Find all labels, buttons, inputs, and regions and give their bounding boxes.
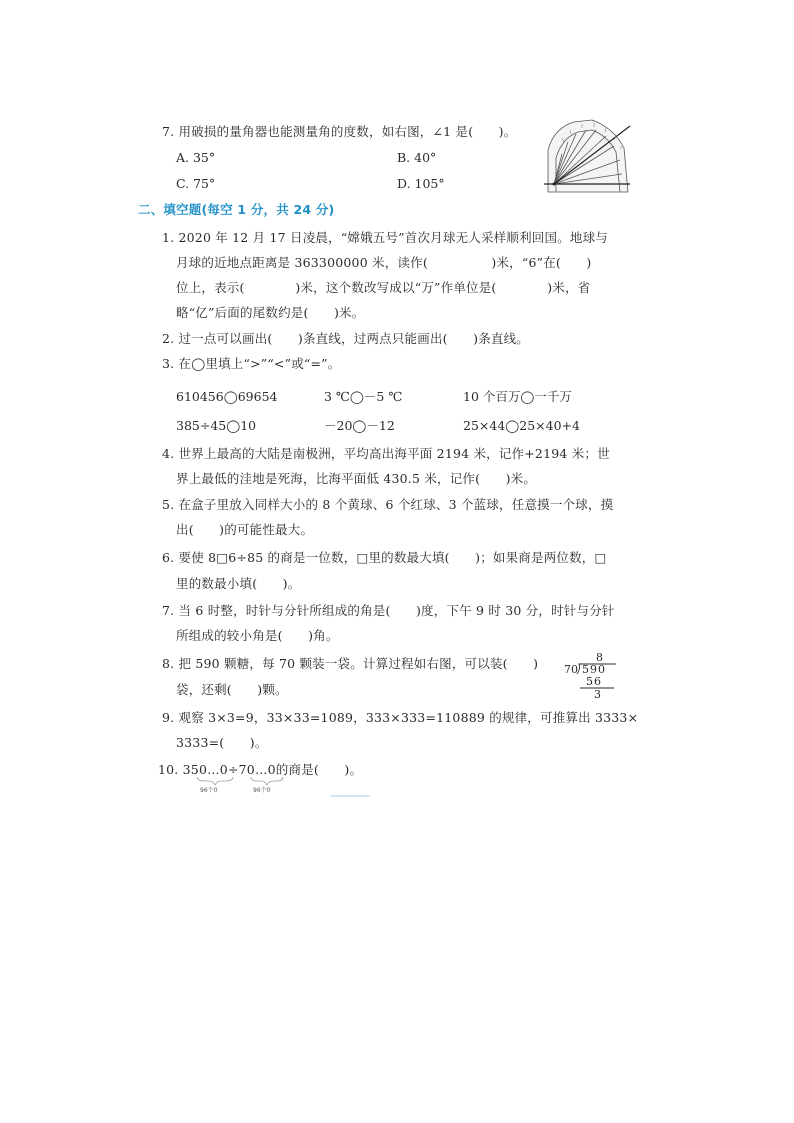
- q3-r2-c2: －20◯－12: [324, 418, 395, 433]
- protractor-figure: [542, 114, 632, 194]
- q3-r1-c1: 610456◯69654: [176, 389, 278, 404]
- q10-line: 10. 350…0÷70…0的商是( )。: [158, 762, 363, 777]
- q1-line2: 月球的近地点距离是 363300000 米，读作( )米，“6”在( ): [176, 255, 592, 270]
- option-d: D. 105°: [397, 176, 445, 191]
- q10-note-1: 96个0: [200, 787, 218, 794]
- division-divisor: 70: [564, 663, 578, 676]
- division-remainder: 3: [594, 688, 601, 700]
- option-a: A. 35°: [176, 150, 216, 165]
- option-b: B. 40°: [397, 150, 437, 165]
- division-quotient: 8: [596, 651, 603, 664]
- scan-artifact: [330, 795, 370, 797]
- option-c: C. 75°: [176, 176, 216, 191]
- q4-line1: 4. 世界上最高的大陆是南极洲，平均高出海平面 2194 米，记作+2194 米；世: [162, 446, 610, 461]
- q6-line1: 6. 要使 8□6÷85 的商是一位数，□里的数最大填( )；如果商是两位数，□: [162, 550, 607, 565]
- q1-line4: 略“亿”后面的尾数约是( )米。: [176, 305, 365, 320]
- q7-fill-line2: 所组成的较小角是( )角。: [176, 628, 339, 643]
- q8-line2: 袋，还剩( )颗。: [176, 682, 288, 697]
- division-dividend: 590: [582, 663, 606, 676]
- long-division-figure: [560, 650, 620, 700]
- q1-line3: 位上，表示( )米，这个数改写成以“万”作单位是( )米，省: [176, 280, 591, 295]
- q5-line1: 5. 在盒子里放入同样大小的 8 个黄球、6 个红球、3 个蓝球，任意摸一个球，摸: [162, 497, 614, 512]
- q7-fill-line1: 7. 当 6 时整，时针与分针所组成的角是( )度，下午 9 时 30 分，时针与分针: [162, 603, 615, 618]
- q1-line1: 1. 2020 年 12 月 17 日凌晨，“嫦娥五号”首次月球无人采样顺利回国。地球与: [162, 230, 608, 245]
- q8-line1: 8. 把 590 颗糖，每 70 颗装一袋。计算过程如右图，可以装( ): [162, 656, 539, 671]
- q2-line: 2. 过一点可以画出( )条直线，过两点只能画出( )条直线。: [162, 331, 530, 346]
- division-product: 56: [586, 675, 602, 688]
- q4-line2: 界上最低的洼地是死海，比海平面低 430.5 米，记作( )米。: [176, 471, 537, 486]
- q6-line2: 里的数最小填( )。: [176, 576, 301, 591]
- q9-line1: 9. 观察 3×3=9，33×33=1089，333×333=110889 的规律，可推算出 3333×: [162, 710, 639, 725]
- q3-r1-c2: 3 ℃◯－5 ℃: [324, 389, 403, 404]
- q3-stem: 3. 在◯里填上“>”“<”或“=”。: [162, 356, 341, 371]
- q9-line2: 3333=( )。: [176, 735, 268, 750]
- q3-r2-c3: 25×44◯25×40+4: [463, 418, 580, 433]
- q7-choice-stem: 7. 用破损的量角器也能测量角的度数，如右图，∠1 是( )。: [162, 124, 517, 139]
- q3-r2-c1: 385÷45◯10: [176, 418, 257, 433]
- q3-r1-c3: 10 个百万◯一千万: [463, 389, 572, 404]
- q10-note-2: 96个0: [253, 787, 271, 794]
- section-title: 二、填空题(每空 1 分，共 24 分): [138, 202, 335, 217]
- q5-line2: 出( )的可能性最大。: [176, 522, 314, 537]
